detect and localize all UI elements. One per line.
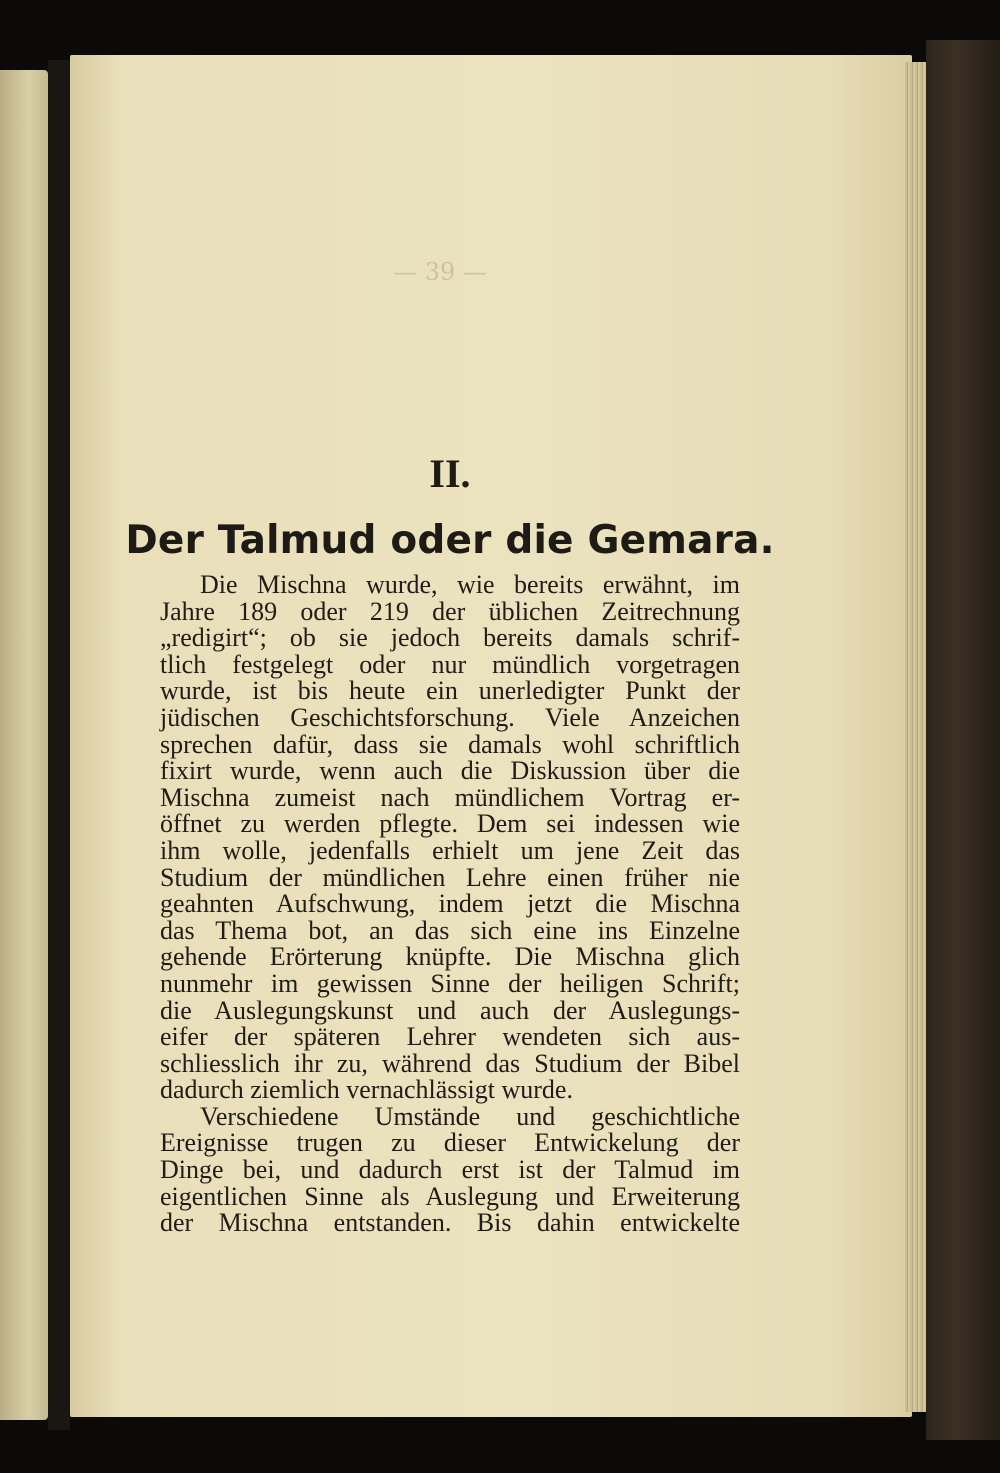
- text-line: Mischna zumeist nach mündlichem Vortrag er-: [160, 782, 740, 812]
- text-line: Dinge bei, und dadurch erst ist der Talmud im: [160, 1155, 740, 1185]
- chapter-number: II.: [429, 451, 471, 496]
- text-line: „redigirt“; ob sie jedoch bereits damals schrif-: [160, 623, 740, 653]
- text-line: eigentlichen Sinne als Auslegung und Erweiterung: [160, 1181, 740, 1211]
- text-line: wurde, ist bis heute ein unerledigter Punkt der: [160, 676, 740, 706]
- text-line: geahnten Aufschwung, indem jetzt die Mischna: [160, 889, 740, 919]
- book-gutter: [48, 60, 70, 1430]
- page-edges: [905, 62, 927, 1412]
- text-line: öffnet zu werden pflegte. Dem sei indessen wie: [160, 809, 740, 839]
- text-line: Studium der mündlichen Lehre einen früher nie: [160, 862, 740, 892]
- text-line: jüdischen Geschichtsforschung. Viele Anzeichen: [160, 702, 740, 732]
- text-line: sprechen dafür, dass sie damals wohl schriftlich: [160, 729, 740, 759]
- facing-page-edge: [0, 70, 48, 1420]
- text-line: ihm wolle, jedenfalls erhielt um jene Zeit das: [160, 835, 740, 865]
- text-line: der Mischna entstanden. Bis dahin entwickelte: [160, 1208, 740, 1238]
- text-line: nunmehr im gewissen Sinne der heiligen Schrift;: [160, 968, 740, 998]
- text-line: fixirt wurde, wenn auch die Diskussion über die: [160, 756, 740, 786]
- text-line: Jahre 189 oder 219 der üblichen Zeitrechnung: [160, 596, 740, 626]
- text-line: schliesslich ihr zu, während das Studium der Bibel: [160, 1048, 740, 1078]
- text-line: Ereignisse trugen zu dieser Entwickelung der: [160, 1128, 740, 1158]
- text-line: eifer der späteren Lehrer wendeten sich aus-: [160, 1022, 740, 1052]
- body-text: [160, 572, 740, 1237]
- text-line: gehende Erörterung knüpfte. Die Mischna glich: [160, 942, 740, 972]
- text-line: Die Mischna wurde, wie bereits erwähnt, im: [200, 570, 740, 599]
- text-line: die Auslegungskunst und auch der Auslegungs-: [160, 995, 740, 1025]
- text-line: dadurch ziemlich vernachlässigt wurde.: [160, 1075, 573, 1105]
- text-line: Verschiedene Umstände und geschichtliche: [200, 1101, 740, 1131]
- text-line: tlich festgelegt oder nur mündlich vorgetragen: [160, 649, 740, 679]
- text-line: das Thema bot, an das sich eine ins Einzelne: [160, 915, 740, 945]
- book-cover-edge: [926, 40, 1000, 1440]
- chapter-title: Der Talmud oder die Gemara.: [125, 518, 775, 563]
- page-number: — 39 —: [393, 258, 487, 286]
